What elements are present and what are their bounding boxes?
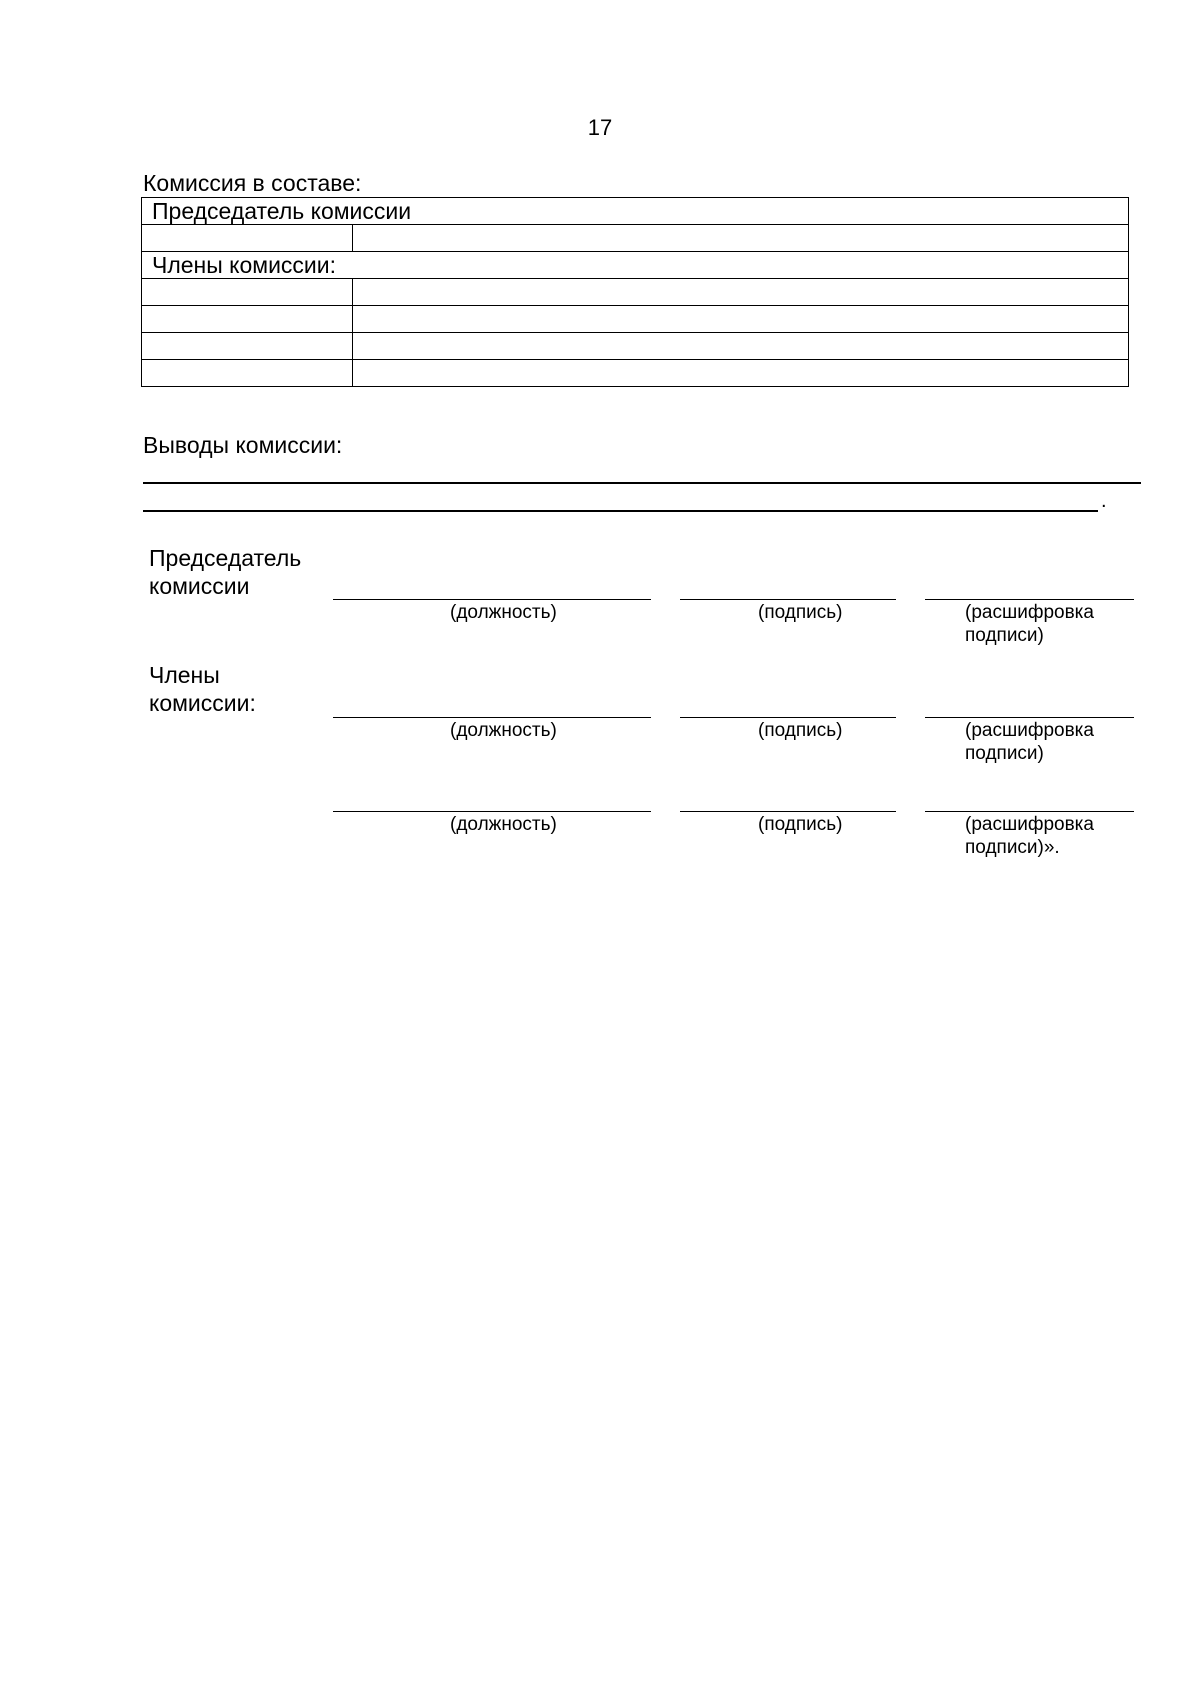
member-position-line[interactable] — [333, 717, 651, 718]
table-cell[interactable] — [142, 360, 353, 387]
conclusions-label: Выводы комиссии: — [143, 432, 343, 458]
table-cell[interactable] — [353, 333, 1129, 360]
conclusion-line-1[interactable] — [143, 482, 1141, 484]
member-position-line[interactable] — [333, 811, 651, 812]
transcript-caption-line1: (расшифровка — [965, 814, 1094, 835]
table-cell[interactable] — [142, 279, 353, 306]
page-number: 17 — [587, 115, 613, 140]
chair-signature-line[interactable] — [680, 599, 896, 600]
table-cell[interactable] — [142, 306, 353, 333]
table-cell[interactable] — [353, 360, 1129, 387]
position-caption: (должность) — [450, 814, 557, 835]
table-row — [142, 252, 1129, 279]
chair-role-line2: комиссии — [149, 573, 250, 599]
signature-caption: (подпись) — [758, 720, 843, 741]
commission-table — [141, 197, 1129, 387]
table-row — [142, 306, 1129, 333]
transcript-caption-line2: подписи)». — [965, 837, 1060, 858]
conclusion-end-dot: . — [1101, 490, 1107, 512]
table-cell[interactable] — [353, 225, 1129, 252]
table-row — [142, 333, 1129, 360]
member-transcript-line[interactable] — [925, 811, 1134, 812]
commission-intro: Комиссия в составе: — [143, 170, 362, 196]
table-cell[interactable] — [353, 306, 1129, 333]
position-caption: (должность) — [450, 720, 557, 741]
member-signature-line[interactable] — [680, 717, 896, 718]
chair-role-line1: Председатель — [149, 545, 302, 571]
transcript-caption — [965, 813, 1094, 859]
signature-caption: (подпись) — [758, 602, 843, 623]
members-header: Члены комиссии: — [142, 252, 1129, 279]
table-row — [142, 279, 1129, 306]
members-role-line2: комиссии: — [149, 690, 256, 716]
transcript-caption-line2: подписи) — [965, 743, 1044, 764]
transcript-caption-line2: подписи) — [965, 625, 1044, 646]
member-signature-line[interactable] — [680, 811, 896, 812]
signature-caption: (подпись) — [758, 814, 843, 835]
chair-transcript-line[interactable] — [925, 599, 1134, 600]
table-cell[interactable] — [142, 333, 353, 360]
members-role-line1: Члены — [149, 662, 220, 688]
transcript-caption-line1: (расшифровка — [965, 602, 1094, 623]
transcript-caption — [965, 601, 1094, 647]
table-row — [142, 360, 1129, 387]
member-transcript-line[interactable] — [925, 717, 1134, 718]
position-caption: (должность) — [450, 602, 557, 623]
chair-position-line[interactable] — [333, 599, 651, 600]
transcript-caption-line1: (расшифровка — [965, 720, 1094, 741]
table-cell[interactable] — [142, 225, 353, 252]
conclusion-line-2[interactable] — [143, 510, 1098, 512]
table-row — [142, 198, 1129, 225]
chair-role-label — [149, 544, 301, 600]
chair-header: Председатель комиссии — [142, 198, 1129, 225]
members-role-label — [149, 661, 256, 717]
table-cell[interactable] — [353, 279, 1129, 306]
table-row — [142, 225, 1129, 252]
transcript-caption — [965, 719, 1094, 765]
